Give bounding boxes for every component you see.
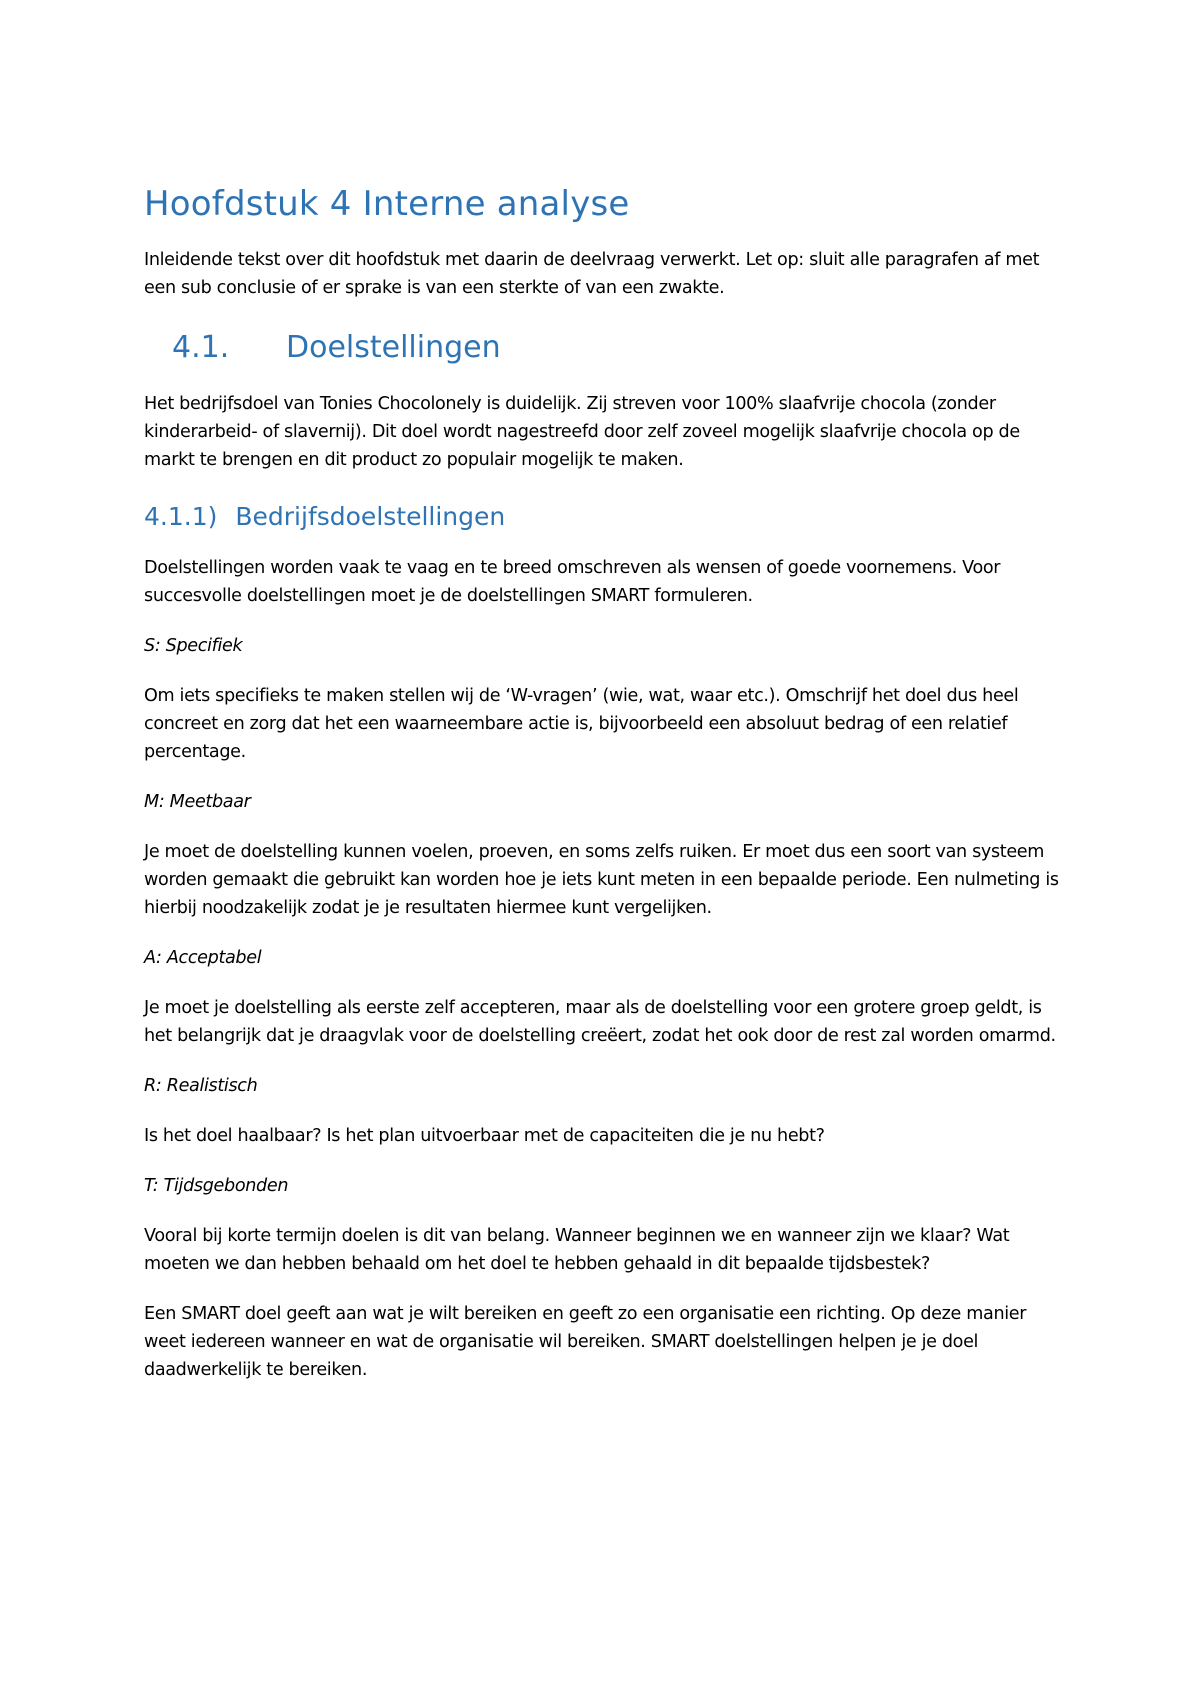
section-paragraph: Het bedrijfsdoel van Tonies Chocolonely is duidelijk. Zij streven voor 100% slaafvrije chocola (zonder kinderarbeid- of slavernij). Dit doel wordt nagestreefd door zelf zoveel mogelijk slaafvrije chocola op de markt te brengen en dit product zo populair mogelijk te maken. (144, 394, 1020, 470)
smart-text-meetbaar: Je moet de doelstelling kunnen voelen, proeven, en soms zelfs ruiken. Er moet dus een soort van systeem worden gemaakt die gebruikt kan worden hoe je iets kunt meten in een bepaalde periode. Een nulmeting is hierbij noodzakelijk zodat je je resultaten hiermee kunt vergelijken. (144, 842, 1059, 918)
section-heading-doelstellingen (144, 328, 1064, 368)
subsection-number: 4.1.1) (144, 502, 218, 531)
smart-conclusion: Een SMART doel geeft aan wat je wilt bereiken en geeft zo een organisatie een richting. Op deze manier weet iedereen wanneer en wat de organisatie wil bereiken. SMART doelstellingen helpen je je doel daadwerkelijk te bereiken. (144, 1304, 1027, 1380)
smart-label-realistisch: R: Realistisch (144, 1076, 258, 1096)
subsection-title: Bedrijfsdoelstellingen (235, 502, 506, 531)
smart-text-specifiek: Om iets specifieks te maken stellen wij de ‘W-vragen’ (wie, wat, waar etc.). Omschrijf het doel dus heel concreet en zorg dat het een waarneembare actie is, bijvoorbeeld een absoluut bedrag of een relatief percentage. (144, 686, 1019, 762)
section-number: 4.1. (172, 330, 230, 365)
smart-label-meetbaar: M: Meetbaar (144, 792, 251, 812)
chapter-intro: Inleidende tekst over dit hoofdstuk met daarin de deelvraag verwerkt. Let op: sluit alle paragrafen af met een sub conclusie of er sprake is van een sterkte of van een zwakte. (144, 250, 1040, 298)
page-content (144, 182, 1064, 1406)
subsection-intro: Doelstellingen worden vaak te vaag en te breed omschreven als wensen of goede voornemens. Voor succesvolle doelstellingen moet je de doelstellingen SMART formuleren. (144, 558, 1001, 606)
smart-text-realistisch: Is het doel haalbaar? Is het plan uitvoerbaar met de capaciteiten die je nu hebt? (144, 1126, 825, 1146)
subsection-heading-bedrijfsdoelstellingen (144, 500, 1064, 534)
smart-label-specifiek: S: Specifiek (144, 636, 243, 656)
smart-label-tijdsgebonden: T: Tijdsgebonden (144, 1176, 289, 1196)
smart-label-acceptabel: A: Acceptabel (144, 948, 262, 968)
smart-text-tijdsgebonden: Vooral bij korte termijn doelen is dit van belang. Wanneer beginnen we en wanneer zijn we klaar? Wat moeten we dan hebben behaald om het doel te hebben gehaald in dit bepaalde tijdsbestek? (144, 1226, 1010, 1274)
chapter-title: Hoofdstuk 4 Interne analyse (144, 184, 630, 224)
section-title: Doelstellingen (286, 330, 501, 365)
smart-text-acceptabel: Je moet je doelstelling als eerste zelf accepteren, maar als de doelstelling voor een grotere groep geldt, is het belangrijk dat je draagvlak voor de doelstelling creëert, zodat het ook door de rest zal worden omarmd. (144, 998, 1056, 1046)
